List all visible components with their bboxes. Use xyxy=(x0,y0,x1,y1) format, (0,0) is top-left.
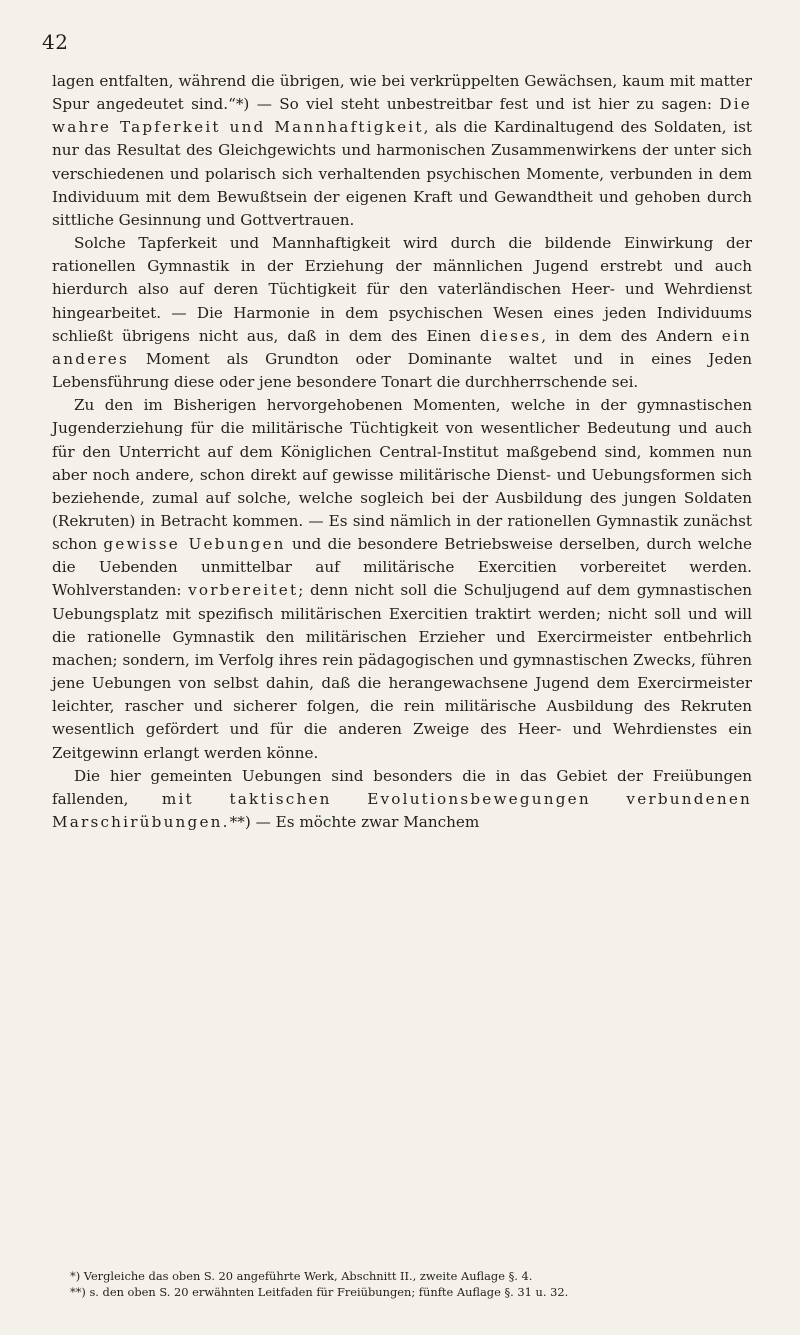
text-run: und die besondere Betriebsweise derselben, durch welche die Uebenden unmittelbar auf militärische Exercitien vorbereitet werden. Wohlverstanden: xyxy=(52,535,752,600)
body-text xyxy=(52,70,752,834)
text-run: Solche Tapferkeit und Mannhaftigkeit wird durch die bildende Einwirkung der rationellen Gymnastik in der Erziehung der männlichen Jugend erstrebt und auch hierdurch also auf deren Tüchtigkeit für den vaterländischen Heer- und Wehrdienst hingearbeitet. — Die Harmonie in dem psychischen Wesen eines jeden Individuums schließt übrigens nicht aus, daß in dem des Einen xyxy=(52,234,752,345)
spaced-emphasis: Die wahre Tapferkeit und Mannhaftigkeit xyxy=(52,95,752,137)
paragraph xyxy=(52,394,752,765)
footnotes xyxy=(70,1268,760,1300)
text-run: **) — Es möchte zwar Manchem xyxy=(229,813,480,831)
text-run: , in dem des Andern xyxy=(541,326,722,345)
paragraph xyxy=(52,765,752,834)
text-run: Die hier gemeinten Uebungen sind besonders die in das Gebiet der Freiübungen fallenden, xyxy=(52,766,752,808)
spaced-emphasis: ein anderes xyxy=(52,326,752,368)
footnote: **) s. den oben S. 20 erwähnten Leitfaden für Freiübungen; fünfte Auflage §. 31 u. 32. xyxy=(70,1285,569,1299)
spaced-emphasis: gewisse Uebungen xyxy=(103,535,286,554)
footnote: *) Vergleiche das oben S. 20 angeführte Werk, Abschnitt II., zweite Auflage §. 4. xyxy=(70,1269,533,1283)
spaced-emphasis: mit taktischen Evolutionsbewegungen verbundenen Marschirübungen. xyxy=(52,789,752,831)
page-number: 42 xyxy=(42,30,69,54)
text-run: ; denn nicht soll die Schuljugend auf dem gymnastischen Uebungsplatz mit spezifisch militärischen Exercitien traktirt werden; nicht soll und will die rationelle Gymnastik den militärischen Erzieher und Exercirmeister entbehrlich machen; sondern, im Verfolg ihres rein pädagogischen und gymnastischen Zwecks, führen jene Uebungen von selbst dahin, daß die herangewachsene Jugend dem Exercirmeister leichter, rascher und sicherer folgen, die rein militärische Ausbildung des Rekruten wesentlich gefördert und für die anderen Zweige des Heer- und Wehrdienstes ein Zeitgewinn erlangt werden könne. xyxy=(52,581,752,762)
paragraph xyxy=(52,232,752,394)
text-run: lagen entfalten, während die übrigen, wie bei verkrüppelten Gewächsen, kaum mit matter Spur angedeutet sind.“*) — So viel steht unbestreitbar fest und ist hier zu sagen: xyxy=(52,72,752,114)
spaced-emphasis: vorbereitet xyxy=(188,581,299,600)
paragraph xyxy=(52,70,752,232)
spaced-emphasis: dieses xyxy=(479,326,542,345)
text-run: , als die Kardinaltugend des Soldaten, ist nur das Resultat des Gleichgewichts und harmonischen Zusammenwirkens der unter sich verschiedenen und polarisch sich verhaltenden psychischen Momente, verbunden in dem Individuum mit dem Bewußtsein der eigenen Kraft und Gewandtheit und gehoben durch sittliche Gesinnung und Gottvertrauen. xyxy=(52,118,752,229)
text-run: Zu den im Bisherigen hervorgehobenen Momenten, welche in der gymnastischen Jugenderziehung für die militärische Tüchtigkeit von wesentlicher Bedeutung und auch für den Unterricht auf dem Königlichen Central-Institut maßgebend sind, kommen nun aber noch andere, schon direkt auf gewisse militärische Dienst- und Uebungsformen sich beziehende, zumal auf solche, welche sogleich bei der Ausbildung des jungen Soldaten (Rekruten) in Betracht kommen. — Es sind nämlich in der rationellen Gymnastik zunächst schon xyxy=(52,396,752,554)
text-run: Moment als Grundton oder Dominante waltet und in eines Jeden Lebensführung diese oder jene besondere Tonart die durchherrschende sei. xyxy=(52,349,752,392)
